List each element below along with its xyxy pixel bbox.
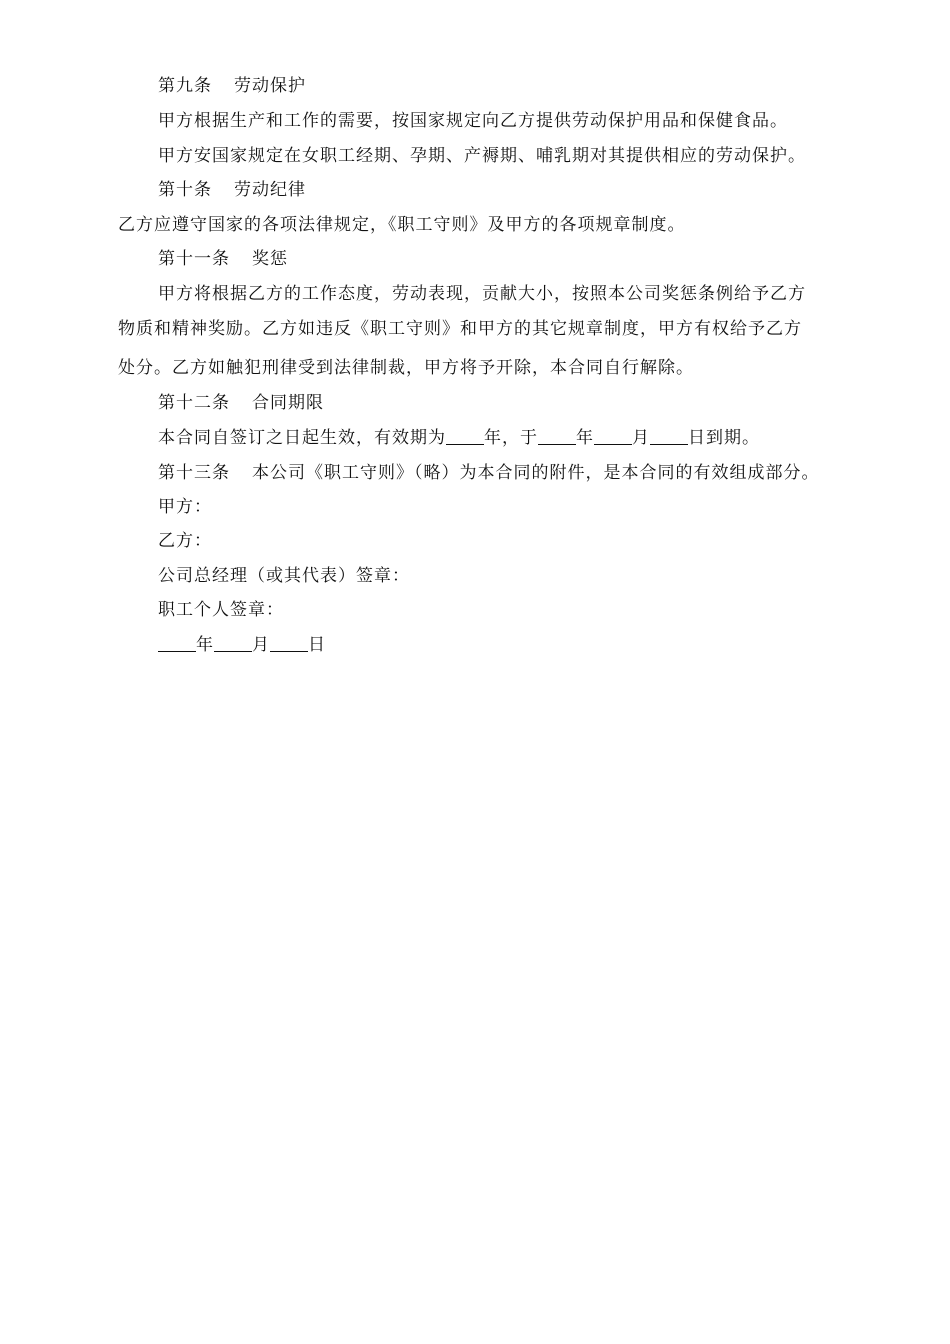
- article-10-heading: [158, 173, 878, 207]
- article-title: 奖惩: [252, 249, 288, 269]
- text: 月: [252, 635, 270, 655]
- article-number: 第十条: [158, 180, 212, 200]
- article-title: 劳动纪律: [234, 180, 306, 200]
- paragraph-line: 处分。乙方如触犯刑律受到法律制裁，甲方将予开除，本合同自行解除。: [118, 358, 694, 378]
- signature-date: [158, 628, 878, 662]
- contract-term-paragraph: [158, 421, 878, 455]
- paragraph: 甲方安国家规定在女职工经期、孕期、产褥期、哺乳期对其提供相应的劳动保护。: [158, 146, 806, 166]
- article-number: 第十三条: [158, 463, 230, 483]
- article-13: [158, 456, 878, 490]
- article-number: 第十二条: [158, 393, 230, 413]
- article-11-heading: [158, 242, 878, 276]
- blank-field[interactable]: [270, 631, 308, 652]
- paragraph-line: 甲方将根据乙方的工作态度，劳动表现，贡献大小，按照本公司奖惩条例给予乙方: [158, 284, 806, 304]
- paragraph-line: 物质和精神奖励。乙方如违反《职工守则》和甲方的其它规章制度，甲方有权给予乙方: [118, 319, 802, 339]
- article-9-heading: [158, 69, 878, 103]
- article-title: 劳动保护: [234, 76, 306, 96]
- article-12-heading: [158, 386, 878, 420]
- text: 年: [196, 635, 214, 655]
- employee-signature-label: 职工个人签章：: [158, 600, 284, 620]
- blank-field[interactable]: [594, 424, 632, 445]
- text: 月: [632, 428, 650, 448]
- party-a-label: 甲方：: [158, 497, 212, 517]
- text: 年: [576, 428, 594, 448]
- paragraph: 本公司《职工守则》（略）为本合同的附件，是本合同的有效组成部分。: [252, 463, 820, 483]
- paragraph: 甲方根据生产和工作的需要，按国家规定向乙方提供劳动保护用品和保健食品。: [158, 111, 788, 131]
- blank-field[interactable]: [650, 424, 688, 445]
- text: 年，于: [484, 428, 538, 448]
- party-b-label: 乙方：: [158, 531, 212, 551]
- text: 日: [308, 635, 326, 655]
- article-number: 第十一条: [158, 249, 230, 269]
- paragraph: 乙方应遵守国家的各项法律规定，《职工守则》及甲方的各项规章制度。: [118, 215, 686, 235]
- text: 本合同自签订之日起生效，有效期为: [158, 428, 446, 448]
- blank-field[interactable]: [538, 424, 576, 445]
- blank-field[interactable]: [214, 631, 252, 652]
- text: 日到期。: [688, 428, 760, 448]
- manager-signature-label: 公司总经理（或其代表）签章：: [158, 566, 410, 586]
- article-number: 第九条: [158, 76, 212, 96]
- blank-field[interactable]: [158, 631, 196, 652]
- blank-field[interactable]: [446, 424, 484, 445]
- article-title: 合同期限: [252, 393, 324, 413]
